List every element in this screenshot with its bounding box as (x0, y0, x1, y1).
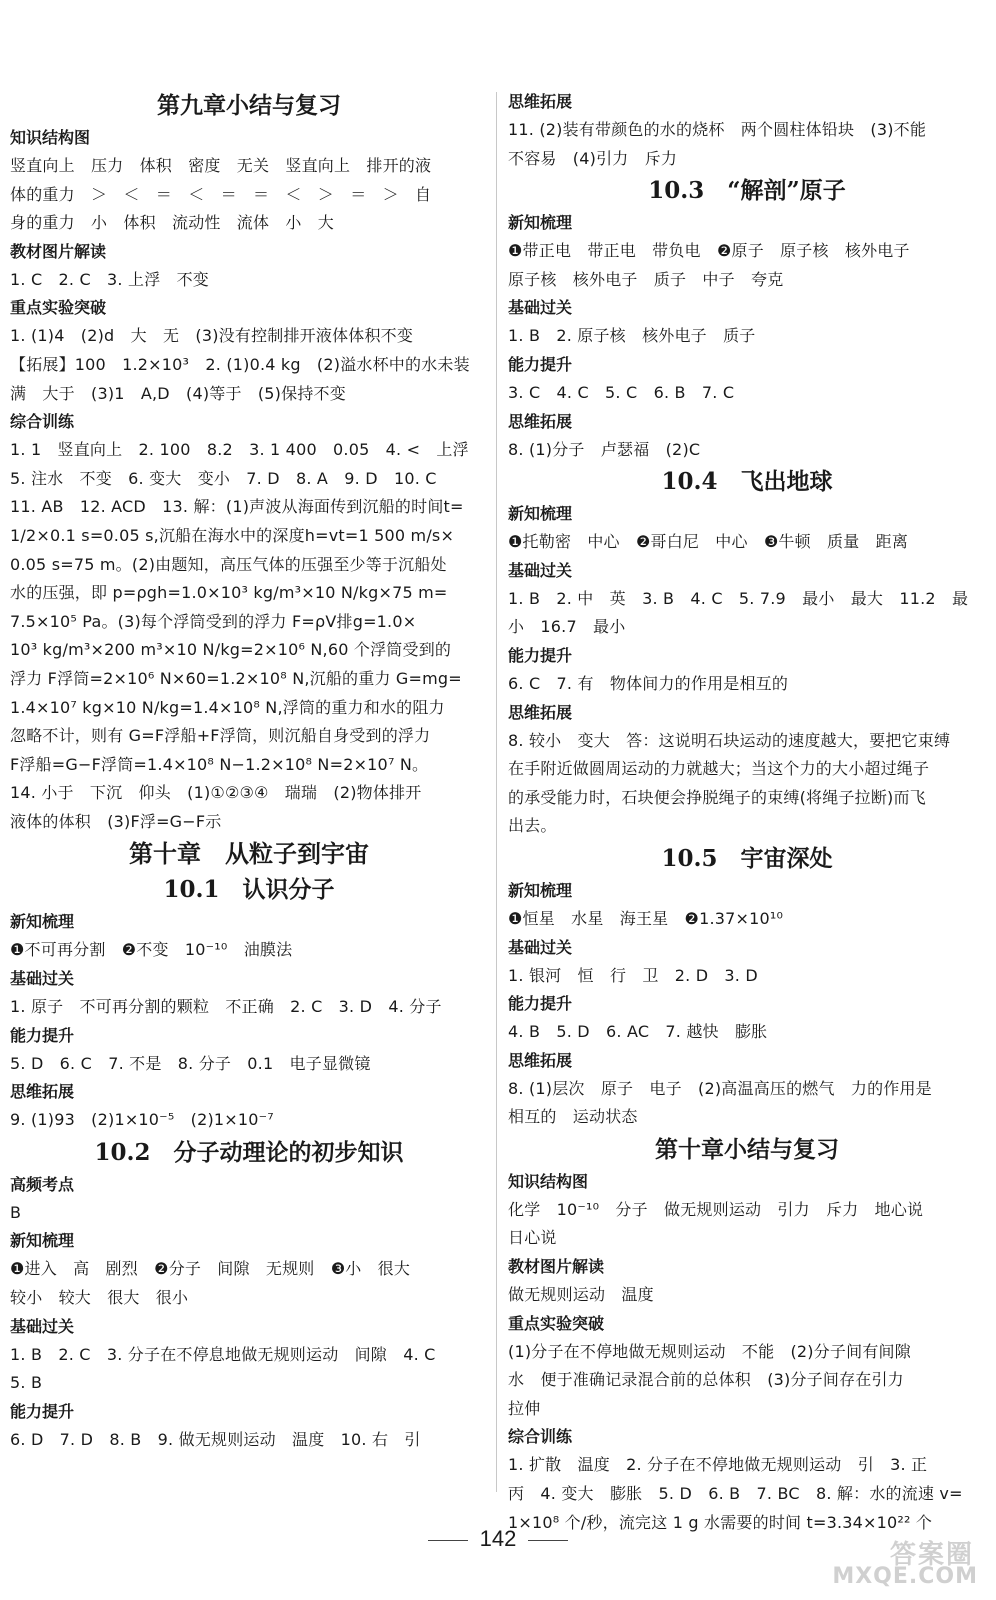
answer-line: 液体的体积 (3)F浮=G−F示 (10, 811, 222, 831)
subsection-heading: 综合训练 (508, 1427, 573, 1447)
subsection-heading: 能力提升 (508, 994, 573, 1014)
subsection-heading: 思维拓展 (508, 702, 573, 722)
section-title: 第九章小结与复习 (157, 92, 341, 119)
answer-line: 1. B 2. C 3. 分子在不停息地做无规则运动 间隙 4. C (10, 1344, 436, 1364)
answer-line: 10³ kg/m³×200 m³×10 N/kg=2×10⁶ N,60 个浮筒受到的 (10, 640, 452, 660)
footer-dash-left (428, 1540, 468, 1541)
answer-line: 3. C 4. C 5. C 6. B 7. C (508, 382, 735, 402)
subsection-heading: 新知梳理 (508, 504, 573, 524)
answer-line: 7.5×10⁵ Pa。(3)每个浮筒受到的浮力 F=ρV排g=1.0× (10, 611, 417, 631)
answer-line: 相互的 运动状态 (508, 1107, 638, 1127)
subsection-heading: 综合训练 (10, 412, 75, 432)
answer-line: 8. (1)分子 卢瑟福 (2)C (508, 439, 701, 459)
answer-line: 出去。 (508, 816, 557, 836)
answer-line: 不容易 (4)引力 斥力 (508, 148, 678, 168)
subsection-heading: 思维拓展 (10, 1082, 75, 1102)
subsection-heading: 知识结构图 (508, 1171, 589, 1191)
section-title: 10.1 认识分子 (163, 876, 335, 904)
subsection-heading: 基础过关 (10, 1316, 75, 1336)
section-title: 10.2 分子动理论的初步知识 (94, 1138, 404, 1166)
answer-line: ❶带正电 带正电 带负电 ❷原子 原子核 核外电子 (508, 241, 910, 261)
subsection-heading: 新知梳理 (508, 880, 573, 900)
answer-line: 1. 银河 恒 行 卫 2. D 3. D (508, 965, 758, 985)
subsection-heading: 高频考点 (10, 1174, 75, 1194)
answer-line: ❶恒星 水星 海王星 ❷1.37×10¹⁰ (508, 908, 784, 928)
subsection-heading: 教材图片解读 (508, 1257, 605, 1277)
subsection-heading: 基础过关 (508, 937, 573, 957)
answer-line: 拉伸 (508, 1398, 541, 1418)
answer-line: 日心说 (508, 1228, 557, 1248)
answer-line: 忽略不计，则有 G=F浮船+F浮筒，则沉船自身受到的浮力 (10, 726, 431, 746)
answer-line: 5. B (10, 1373, 43, 1393)
subsection-heading: 新知梳理 (10, 1231, 75, 1251)
answer-line: 1. B 2. 原子核 核外电子 质子 (508, 326, 756, 346)
answer-line: 1×10⁸ 个/秒，流完这 1 g 水需要的时间 t=3.34×10²² 个 (508, 1512, 933, 1532)
subsection-heading: 新知梳理 (10, 912, 75, 932)
subsection-heading: 能力提升 (10, 1401, 75, 1421)
answer-line: 1. (1)4 (2)d 大 无 (3)没有控制排开液体体积不变 (10, 326, 414, 346)
answer-line: 11. AB 12. ACD 13. 解：(1)声波从海面传到沉船的时间t= (10, 497, 464, 517)
answer-line: B (10, 1202, 22, 1222)
answer-line: 原子核 核外电子 质子 中子 夸克 (508, 269, 784, 289)
answer-line: 9. (1)93 (2)1×10⁻⁵ (2)1×10⁻⁷ (10, 1110, 274, 1130)
answer-line: 【拓展】100 1.2×10³ 2. (1)0.4 kg (2)溢水杯中的水未装 (10, 354, 470, 374)
subsection-heading: 基础过关 (508, 298, 573, 318)
answer-line: 0.05 s=75 m。(2)由题知，高压气体的压强至少等于沉船处 (10, 554, 447, 574)
subsection-heading: 重点实验突破 (10, 298, 107, 318)
answer-line: 浮力 F浮筒=2×10⁶ N×60=1.2×10⁸ N,沉船的重力 G=mg= (10, 668, 462, 688)
answer-line: ❶不可再分割 ❷不变 10⁻¹⁰ 油膜法 (10, 940, 293, 960)
answer-line: 1. 扩散 温度 2. 分子在不停地做无规则运动 引 3. 正 (508, 1455, 928, 1475)
answer-line: 4. B 5. D 6. AC 7. 越快 膨胀 (508, 1022, 768, 1042)
answer-line: 1. B 2. 中 英 3. B 4. C 5. 7.9 最小 最大 11.2 最 (508, 588, 969, 608)
subsection-heading: 思维拓展 (508, 1050, 573, 1070)
section-title: 第十章 从粒子到宇宙 (129, 839, 369, 869)
answer-line: 11. (2)装有带颜色的水的烧杯 两个圆柱体铅块 (3)不能 (508, 120, 927, 139)
answer-line: F浮船=G−F浮筒=1.4×10⁸ N−1.2×10⁸ N=2×10⁷ N。 (10, 754, 429, 774)
subsection-heading: 基础过关 (508, 560, 573, 580)
subsection-heading: 思维拓展 (508, 92, 573, 111)
answer-line: 水 便于准确记录混合前的总体积 (3)分子间存在引力 (508, 1370, 904, 1390)
section-title: 10.4 飞出地球 (661, 468, 833, 496)
section-title: 10.5 宇宙深处 (661, 844, 833, 872)
answer-line: 1. 1 竖直向上 2. 100 8.2 3. 1 400 0.05 4. < 上浮 (10, 440, 469, 460)
column-divider (496, 92, 497, 1492)
subsection-heading: 基础过关 (10, 969, 75, 989)
answer-line: 体的重力 ＞ ＜ ＝ ＜ ＝ ＝ ＜ ＞ ＝ ＞ 自 (10, 184, 432, 204)
answer-line: 满 大于 (3)1 A,D (4)等于 (5)保持不变 (10, 383, 346, 403)
answer-line: ❶进入 高 剧烈 ❷分子 间隙 无规则 ❸小 很大 (10, 1259, 411, 1279)
subsection-heading: 能力提升 (508, 645, 573, 665)
answer-line: 1/2×0.1 s=0.05 s,沉船在海水中的深度h=vt=1 500 m/s× (10, 525, 455, 545)
subsection-heading: 新知梳理 (508, 213, 573, 233)
section-title: 第十章小结与复习 (655, 1135, 839, 1163)
answer-line: 在手附近做圆周运动的力就越大；当这个力的大小超过绳子 (508, 759, 930, 779)
watermark-text-en: MXQE.COM (832, 1564, 978, 1589)
answer-line: 8. 较小 变大 答：这说明石块运动的速度越大，要把它束缚 (508, 730, 951, 750)
page-number: 142 (479, 1526, 517, 1551)
watermark-logo (832, 1540, 982, 1592)
answer-line: 8. (1)层次 原子 电子 (2)高温高压的燃气 力的作用是 (508, 1078, 932, 1098)
subsection-heading: 教材图片解读 (10, 241, 107, 261)
answer-line: 水的压强，即 p=ρgh=1.0×10³ kg/m³×10 N/kg×75 m= (10, 583, 448, 603)
subsection-heading: 知识结构图 (10, 128, 91, 147)
answer-line: 的承受能力时，石块便会挣脱绳子的束缚(将绳子拉断)而飞 (508, 787, 926, 807)
subsection-heading: 重点实验突破 (508, 1313, 605, 1333)
answer-line: 丙 4. 变大 膨胀 5. D 6. B 7. BC 8. 解：水的流速 v= (508, 1484, 963, 1504)
subsection-heading: 能力提升 (508, 354, 573, 374)
answer-line: 1. C 2. C 3. 上浮 不变 (10, 269, 209, 289)
subsection-heading: 能力提升 (10, 1025, 75, 1045)
answer-line: 较小 较大 很大 很小 (10, 1288, 189, 1308)
answer-line: 5. 注水 不变 6. 变大 变小 7. D 8. A 9. D 10. C (10, 468, 437, 488)
answer-line: 身的重力 小 体积 流动性 流体 小 大 (10, 213, 335, 233)
answer-line: 竖直向上 压力 体积 密度 无关 竖直向上 排开的液 (10, 156, 432, 175)
answer-line: 化学 10⁻¹⁰ 分子 做无规则运动 引力 斥力 地心说 (508, 1199, 924, 1219)
answer-line: (1)分子在不停地做无规则运动 不能 (2)分子间有间隙 (508, 1341, 911, 1361)
answer-line: 6. D 7. D 8. B 9. 做无规则运动 温度 10. 右 引 (10, 1429, 421, 1449)
right-column (508, 88, 986, 1537)
footer-dash-right (528, 1540, 568, 1541)
answer-line: ❶托勒密 中心 ❷哥白尼 中心 ❸牛顿 质量 距离 (508, 532, 909, 552)
subsection-heading: 思维拓展 (508, 411, 573, 431)
section-title: 10.3 “解剖”原子 (648, 177, 846, 205)
answer-line: 6. C 7. 有 物体间力的作用是相互的 (508, 673, 789, 693)
answer-line: 小 16.7 最小 (508, 617, 626, 637)
answer-line: 1. 原子 不可再分割的颗粒 不正确 2. C 3. D 4. 分子 (10, 997, 442, 1017)
answer-line: 5. D 6. C 7. 不是 8. 分子 0.1 电子显微镜 (10, 1053, 371, 1073)
answer-line: 1.4×10⁷ kg×10 N/kg=1.4×10⁸ N,浮筒的重力和水的阻力 (10, 697, 445, 717)
watermark-text-cn: 答案圈 (889, 1540, 974, 1570)
answer-line: 做无规则运动 温度 (508, 1285, 654, 1305)
left-column (10, 88, 488, 1454)
answer-line: 14. 小于 下沉 仰头 (1)①②③④ 瑞瑞 (2)物体排开 (10, 783, 422, 803)
